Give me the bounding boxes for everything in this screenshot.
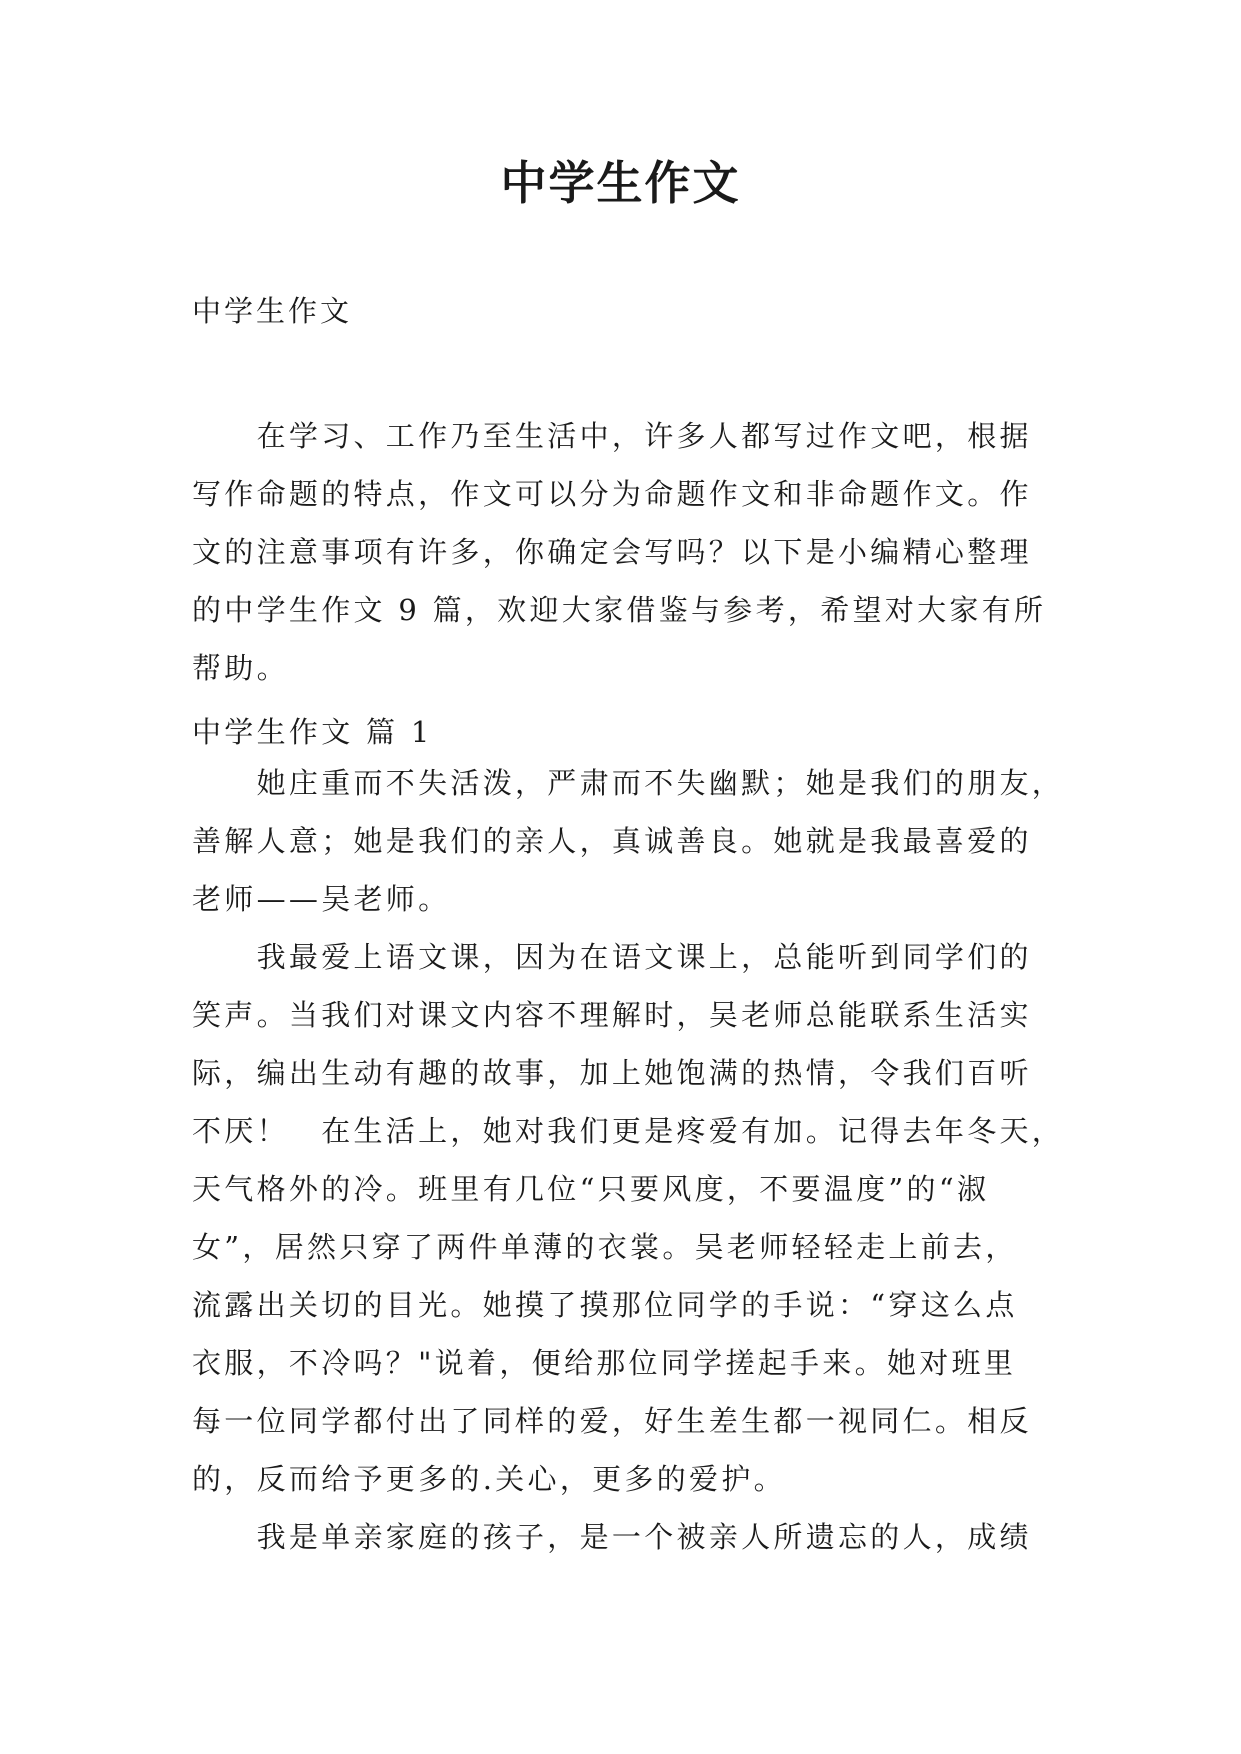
text-line: 帮助。 <box>192 651 289 685</box>
text-line: 际，编出生动有趣的故事，加上她饱满的热情，令我们百听 <box>192 1056 1032 1090</box>
document-subtitle: 中学生作文 <box>192 294 353 328</box>
text-line: 衣服，不冷吗？"说着，便给那位同学搓起手来。她对班里 <box>192 1346 1017 1380</box>
section-heading: 中学生作文 篇 1 <box>192 715 433 749</box>
text-line: 文的注意事项有许多，你确定会写吗？以下是小编精心整理 <box>192 535 1032 569</box>
text-line: 不厌！ 在生活上，她对我们更是疼爱有加。记得去年冬天， <box>192 1114 1065 1148</box>
text-line: 我是单亲家庭的孩子，是一个被亲人所遗忘的人，成绩 <box>192 1520 1032 1554</box>
text-line: 在学习、工作乃至生活中，许多人都写过作文吧，根据 <box>192 419 1032 453</box>
text-line: 的中学生作文 9 篇，欢迎大家借鉴与参考，希望对大家有所 <box>192 593 1047 627</box>
text-line: 写作命题的特点，作文可以分为命题作文和非命题作文。作 <box>192 477 1032 511</box>
text-line: 女”，居然只穿了两件单薄的衣裳。吴老师轻轻走上前去， <box>192 1230 1018 1264</box>
text-line: 流露出关切的目光。她摸了摸那位同学的手说：“穿这么点 <box>192 1288 1018 1322</box>
text-line: 的，反而给予更多的.关心，更多的爱护。 <box>192 1462 786 1496</box>
text-line: 她庄重而不失活泼，严肃而不失幽默；她是我们的朋友， <box>192 766 1065 800</box>
text-line: 每一位同学都付出了同样的爱，好生差生都一视同仁。相反 <box>192 1404 1032 1438</box>
text-line: 老师——吴老师。 <box>192 882 451 916</box>
document-body <box>192 407 1065 1566</box>
text-line: 善解人意；她是我们的亲人，真诚善良。她就是我最喜爱的 <box>192 824 1032 858</box>
text-line: 我最爱上语文课，因为在语文课上，总能听到同学们的 <box>192 940 1032 974</box>
document-title: 中学生作文 <box>500 156 741 210</box>
text-line: 笑声。当我们对课文内容不理解时，吴老师总能联系生活实 <box>192 998 1032 1032</box>
text-line: 天气格外的冷。班里有几位“只要风度，不要温度”的“淑 <box>192 1172 990 1206</box>
